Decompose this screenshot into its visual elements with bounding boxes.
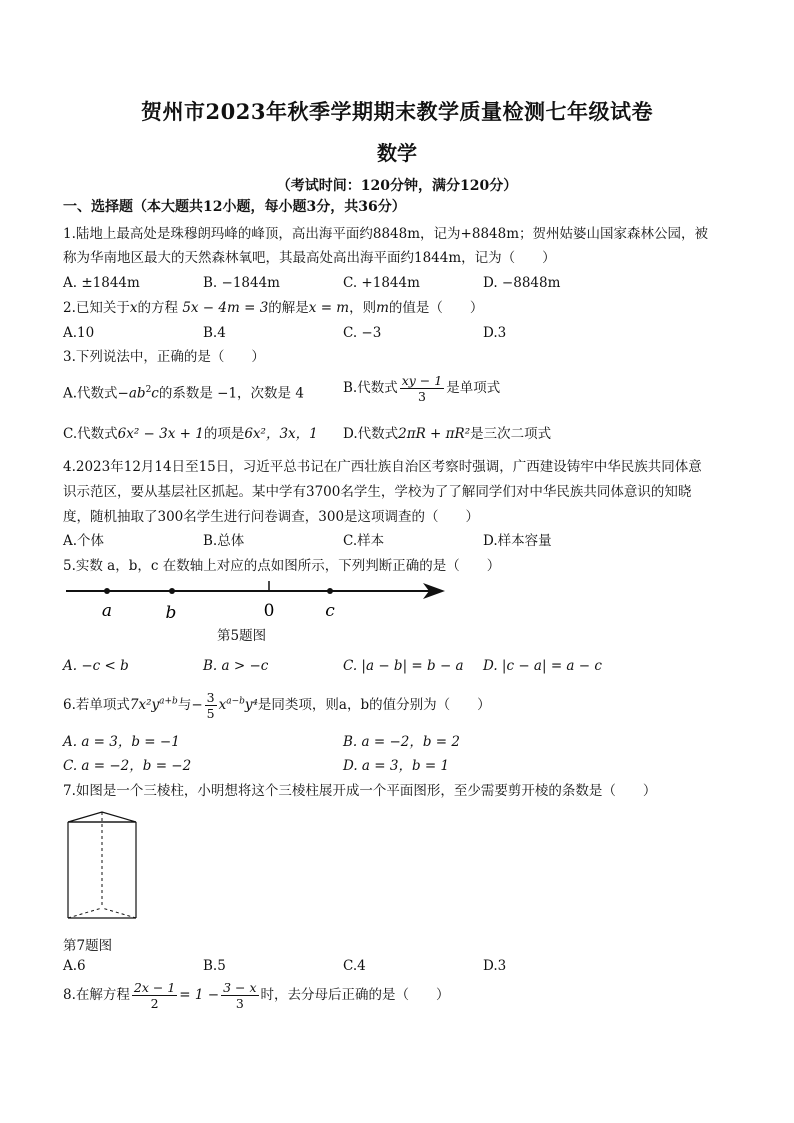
q4-line3: 度，随机抽取了300名学生进行问卷调查，300是这项调查的（ ）: [63, 509, 480, 525]
q6-option-a: A. a = 3，b = −1: [63, 734, 180, 750]
q3-option-d: D.代数式2πR + πR²是三次二项式: [343, 426, 552, 442]
triangular-prism-figure: [64, 808, 140, 924]
q2-stem: 2.已知关于x的方程 5x − 4m = 3的解是x = m，则m的值是（ ）: [63, 300, 484, 316]
q2-option-c: C. −3: [343, 325, 382, 341]
section-heading: 一、选择题（本大题共12小题，每小题3分，共36分）: [63, 199, 406, 215]
q7-option-d: D.3: [483, 958, 507, 974]
q4-option-a: A.个体: [63, 533, 105, 549]
q5-option-c: C. |a − b| = b − a: [343, 658, 464, 674]
q5-option-b: B. a > −c: [203, 658, 269, 674]
q5-stem: 5.实数 a，b，c 在数轴上对应的点如图所示，下列判断正确的是（ ）: [63, 558, 501, 574]
q2-option-d: D.3: [483, 325, 507, 341]
q3-option-c: C.代数式6x² − 3x + 1的项是6x²，3x，1: [63, 426, 318, 442]
q6-option-c: C. a = −2，b = −2: [63, 758, 192, 774]
q3-option-b: B.代数式 $\frac{xy - 1}{3}$ 是单项式: [343, 373, 501, 404]
exam-title: 贺州市2023年秋季学期期末教学质量检测七年级试卷: [141, 99, 653, 124]
q1-line2: 称为华南地区最大的天然森林氧吧，其最高处高出海平面约1844m，记为（ ）: [63, 250, 556, 266]
q1-option-d: D. −8848m: [483, 275, 561, 291]
label-c: c: [325, 601, 335, 621]
number-line-figure: [60, 578, 450, 624]
q1-option-b: B. −1844m: [203, 275, 280, 291]
q1-line1: 1.陆地上最高处是珠穆朗玛峰的峰顶，高出海平面约8848m，记为+8848m；贺州姑婆山国家森林公园，被: [63, 226, 709, 242]
q3-stem: 3.下列说法中，正确的是（ ）: [63, 349, 265, 365]
point-c: [327, 588, 333, 594]
point-b: [169, 588, 175, 594]
q7-option-a: A.6: [63, 958, 86, 974]
q4-option-d: D.样本容量: [483, 533, 552, 549]
q6-stem: 6.若单项式$7x^2y^{a+b}$与− $\frac{3}{5}$ $x^{a-b}y^4$是同类项，则a，b的值分别为（ ）: [63, 690, 491, 721]
q1-option-a: A. ±1844m: [63, 275, 140, 291]
q4-line1: 4.2023年12月14日至15日，习近平总书记在广西壮族自治区考察时强调，广西建设铸牢中华民族共同体意: [63, 459, 702, 475]
label-b: b: [165, 603, 177, 623]
label-zero: 0: [263, 601, 275, 621]
point-a: [104, 588, 110, 594]
q6-option-d: D. a = 3，b = 1: [343, 758, 450, 774]
q2-option-a: A.10: [63, 325, 95, 341]
subject-title: 数学: [377, 141, 417, 165]
q5-option-a: A. −c < b: [63, 658, 129, 674]
q7-stem: 7.如图是一个三棱柱，小明想将这个三棱柱展开成一个平面图形，至少需要剪开棱的条数是（ ）: [63, 783, 657, 799]
q7-option-b: B.5: [203, 958, 226, 974]
q7-caption: 第7题图: [63, 938, 113, 954]
label-a: a: [101, 601, 113, 621]
exam-info: （考试时间：120分钟，满分120分）: [276, 178, 518, 194]
q3-option-a: A.代数式$-ab^2c$的系数是 −1，次数是 4: [63, 385, 304, 402]
q6-option-b: B. a = −2，b = 2: [343, 734, 460, 750]
q7-option-c: C.4: [343, 958, 366, 974]
q1-option-c: C. +1844m: [343, 275, 420, 291]
q4-option-b: B.总体: [203, 533, 245, 549]
q8-stem: 8.在解方程 $\frac{2x - 1}{2}$ = 1 − $\frac{3 - x}{3}$ 时，去分母后正确的是（ ）: [63, 980, 450, 1011]
q5-caption: 第5题图: [217, 628, 267, 644]
q2-option-b: B.4: [203, 325, 226, 341]
q4-option-c: C.样本: [343, 533, 385, 549]
q4-line2: 识示范区，要从基层社区抓起。某中学有3700名学生，学校为了了解同学们对中华民族共同体意识的知晓: [63, 484, 692, 500]
q5-option-d: D. |c − a| = a − c: [483, 658, 602, 674]
